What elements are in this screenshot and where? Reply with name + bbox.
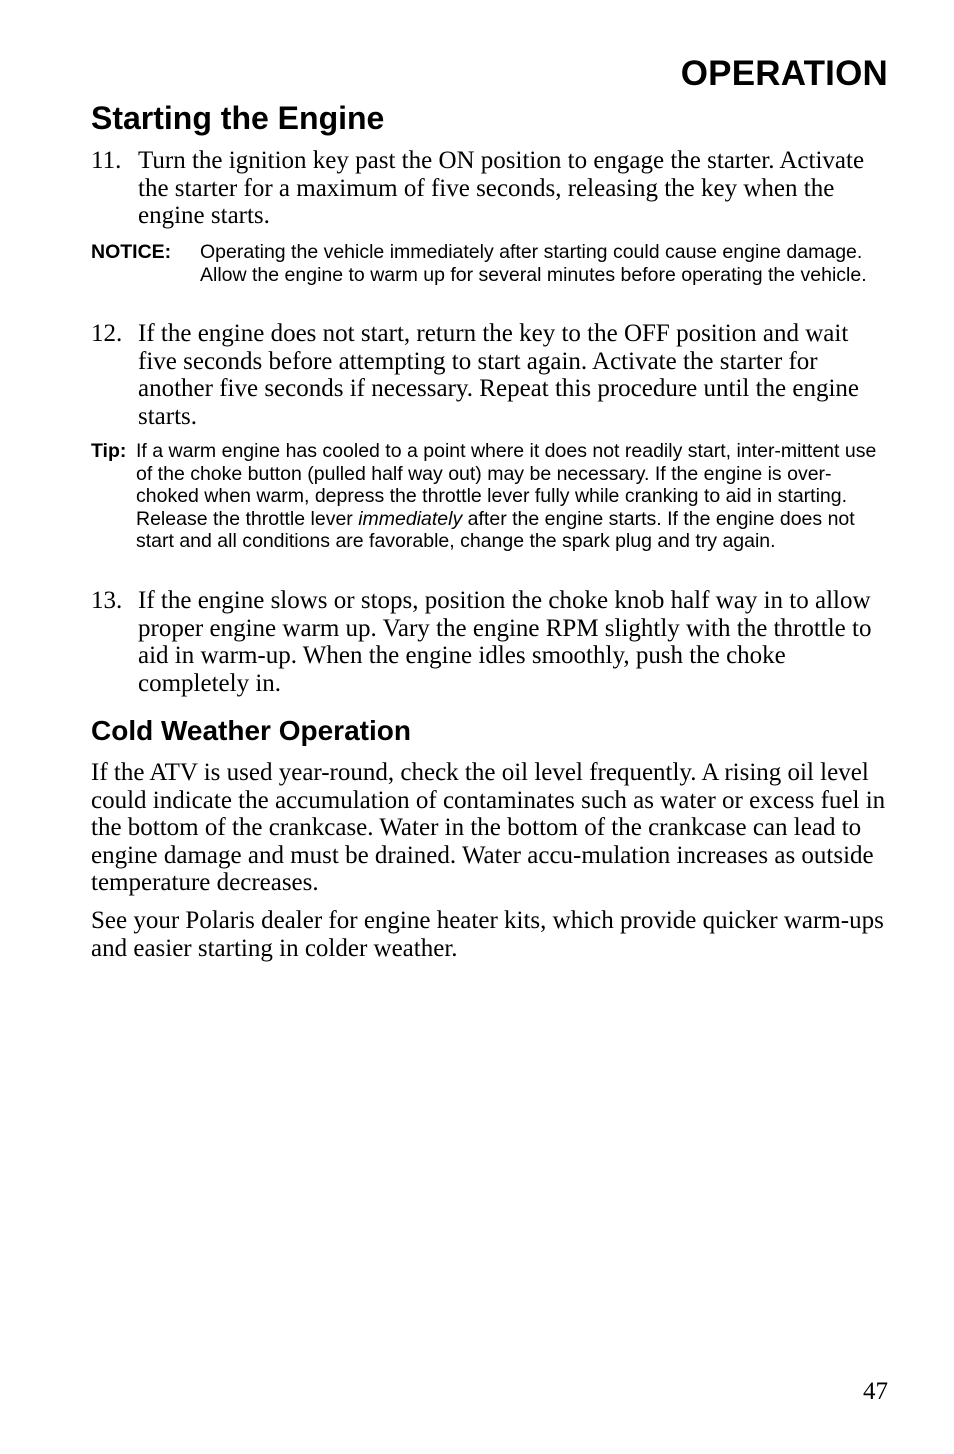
cold-weather-paragraph-2: See your Polaris dealer for engine heater kits, which provide quicker warm-ups and easier starting in colder weather. (91, 907, 884, 962)
step-number: 12. (91, 320, 123, 347)
step-12 (91, 320, 891, 430)
tip-text-after: after the engine starts. If the engine does not start and all conditions are favorable, change the spark plug and try again. (136, 507, 855, 553)
step-11 (91, 147, 891, 230)
cold-weather-paragraph-1: If the ATV is used year-round, check the oil level frequently. A rising oil level could indicate the accumulation of contaminates such as water or excess fuel in the bottom of the crankcase. Water in the bottom of the crankcase can lead to engine damage and must be drained. Water accu-mulation increases as outside temperature decreases. (91, 759, 886, 897)
step-number: 11. (91, 147, 122, 174)
tip-label: Tip: (91, 440, 127, 462)
page-title: Starting the Engine (91, 100, 385, 136)
notice-text: Operating the vehicle immediately after starting could cause engine damage. Allow the engine to warm up for several minutes before operating the vehicle. (200, 241, 867, 286)
tip-text-before: If a warm engine has cooled to a point where it does not readily start, inter-mittent use of the choke button (pulled half way out) may be necessary. If the engine is over-choked when warm, depress the throttle lever fully while cranking to aid in starting. Release the throttle lever (136, 440, 877, 530)
step-text: If the engine does not start, return the key to the OFF position and wait five seconds before attempting to start again. Activate the starter for another five seconds if necessary. Repeat this procedure until the engine starts. (138, 320, 860, 430)
tip-block (91, 440, 891, 553)
step-number: 13. (91, 587, 123, 614)
page-number: 47 (863, 1378, 888, 1405)
tip-text (136, 440, 891, 553)
section-header: OPERATION (680, 54, 888, 93)
step-text: Turn the ignition key past the ON position to engage the starter. Activate the starter for a maximum of five seconds, releasing the key when the engine starts. (138, 147, 865, 230)
step-text: If the engine slows or stops, position the choke knob half way in to allow proper engine warm up. Vary the engine RPM slightly with the throttle to aid in warm-up. When the engine idles smoothly, push the choke completely in. (138, 587, 872, 697)
step-13 (91, 587, 891, 697)
notice-block (91, 241, 891, 286)
cold-weather-heading: Cold Weather Operation (91, 715, 411, 746)
tip-emphasis: immediately (358, 507, 463, 530)
notice-label: NOTICE: (91, 241, 172, 263)
